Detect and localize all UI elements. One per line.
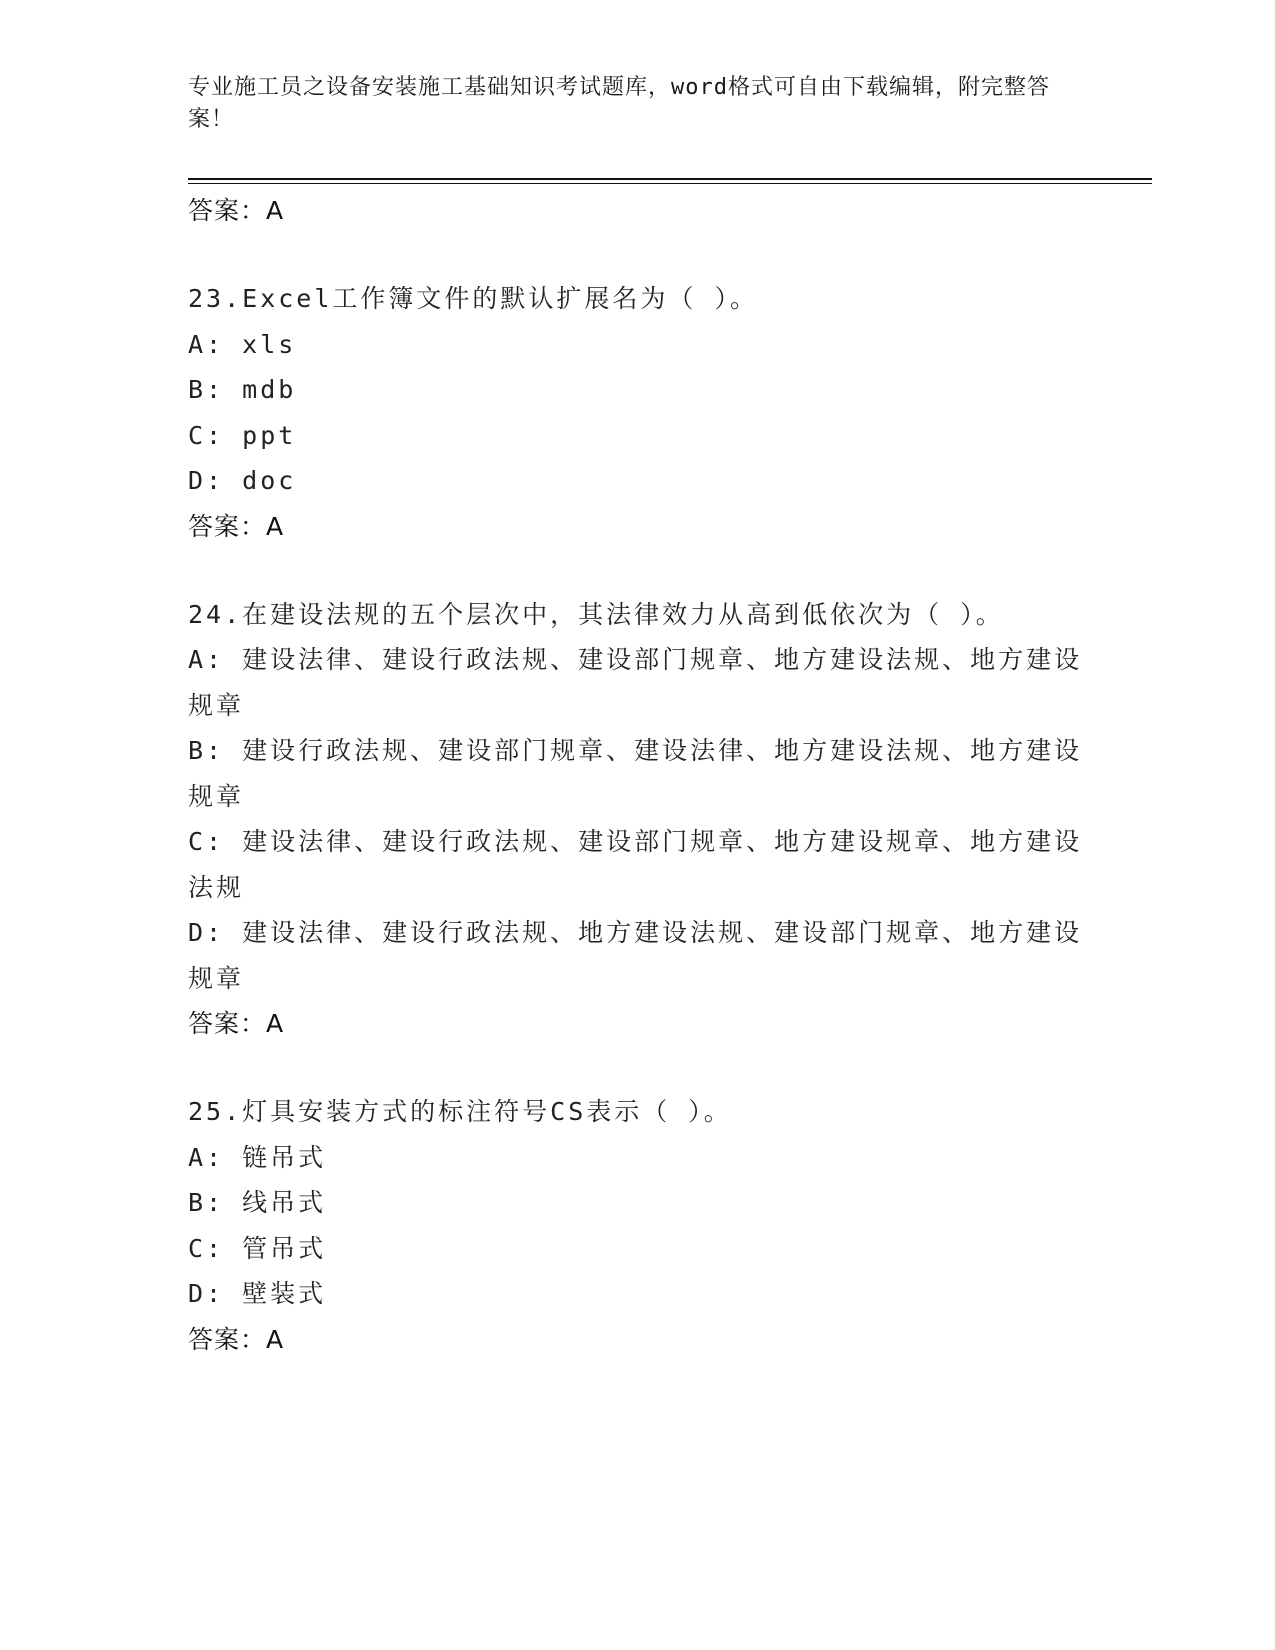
answer-line: 答案：A (188, 511, 285, 541)
header-rule-thin (188, 183, 1152, 184)
option-c: C: ppt (188, 420, 297, 450)
option-d: D: 壁装式 (188, 1279, 327, 1308)
question-block (188, 592, 1088, 1048)
option-a: A: 链吊式 (188, 1142, 327, 1172)
option-a: A: 建设法律、建设行政法规、建设部门规章、地方建设法规、地方建设规章 (188, 645, 1083, 720)
question-block (188, 276, 1088, 550)
question-block (188, 1089, 1088, 1363)
option-d: D: doc (188, 466, 297, 495)
option-d: D: 建设法律、建设行政法规、地方建设法规、建设部门规章、地方建设规章 (188, 918, 1083, 993)
option-c: C: 建设法律、建设行政法规、建设部门规章、地方建设规章、地方建设法规 (188, 827, 1083, 902)
answer-line: 答案：A (188, 196, 285, 225)
question-text: 23.Excel工作簿文件的默认扩展名为（ ）。 (188, 284, 758, 313)
header-rule-thick (188, 178, 1152, 180)
question-list (188, 188, 1088, 1363)
option-b: B: 建设行政法规、建设部门规章、建设法律、地方建设法规、地方建设规章 (188, 736, 1083, 811)
answer-line: 答案：A (188, 1009, 285, 1038)
option-b: B: mdb (188, 375, 297, 404)
answer-line: 答案：A (188, 1324, 285, 1354)
document-header: 专业施工员之设备安装施工基础知识考试题库，word格式可自由下载编辑，附完整答案！ (188, 75, 1050, 132)
question-text: 24.在建设法规的五个层次中，其法律效力从高到低依次为（ ）。 (188, 599, 1004, 629)
question-text: 25.灯具安装方式的标注符号CS表示（ ）。 (188, 1097, 732, 1126)
option-a: A: xls (188, 329, 297, 359)
option-c: C: 管吊式 (188, 1233, 327, 1263)
option-b: B: 线吊式 (188, 1188, 327, 1217)
